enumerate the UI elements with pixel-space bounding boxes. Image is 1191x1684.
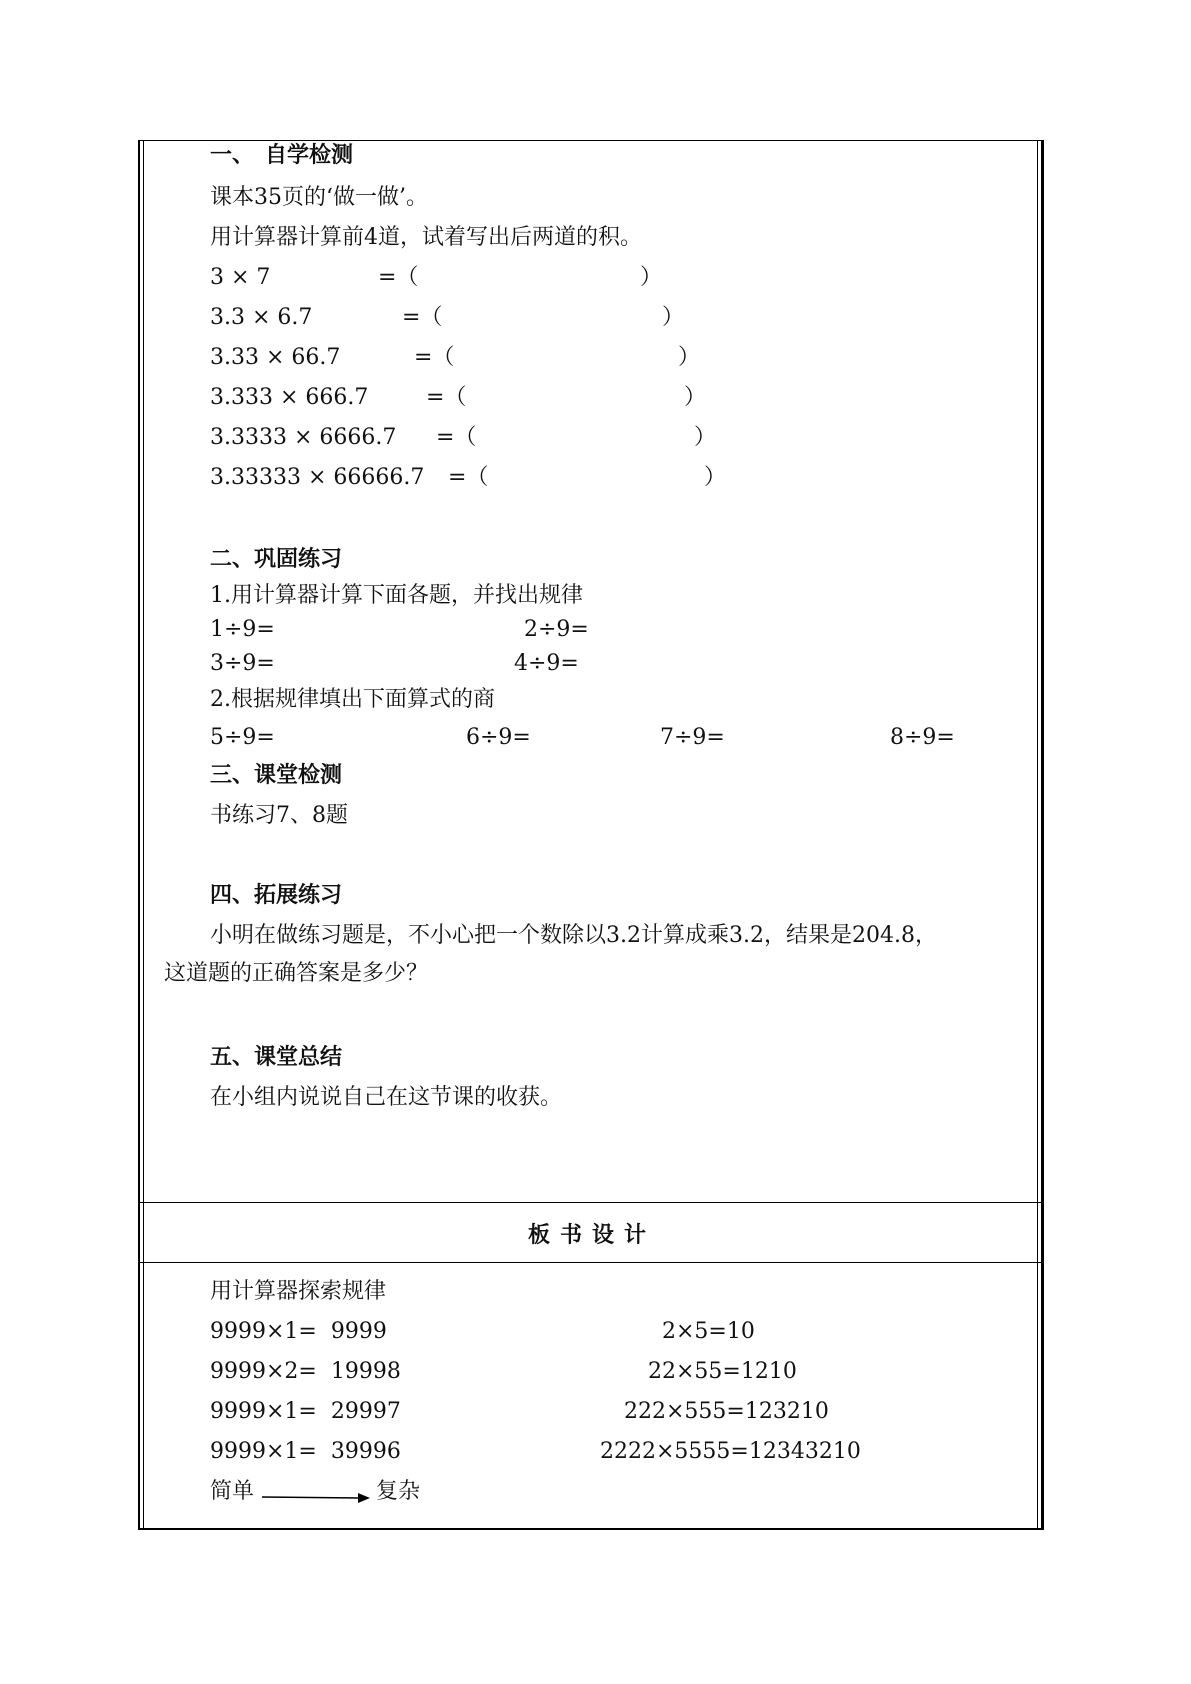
board-left-item: 9999×2= 19998 <box>210 1359 401 1384</box>
board-title: 板书设计 <box>527 1223 656 1248</box>
board-left-item: 9999×1= 39996 <box>210 1439 401 1464</box>
equation-close: ） <box>662 305 685 330</box>
equation-close: ） <box>694 425 717 450</box>
board-simple: 简单 <box>210 1479 255 1504</box>
equation-close: ） <box>678 345 701 370</box>
left-border-outer <box>138 140 140 1530</box>
bottom-border <box>138 1528 1044 1530</box>
equation-expr: 3.33333 × 66666.7 <box>210 465 425 490</box>
equation-open: =（ <box>426 385 467 410</box>
division-item: 3÷9= <box>210 651 275 676</box>
division-item: 5÷9= <box>210 725 275 750</box>
right-arrow-icon <box>260 1484 372 1504</box>
section1-line1: 课本35页的‘做一做’。 <box>210 185 428 210</box>
section1-heading: 一、 自学检测 <box>210 143 354 168</box>
equation-open: =（ <box>448 465 489 490</box>
equation-close: ） <box>640 265 663 290</box>
board-title-border <box>138 1262 1044 1263</box>
board-left-item: 9999×1= 9999 <box>210 1319 387 1344</box>
board-top-border <box>138 1202 1044 1203</box>
equation-open: =（ <box>402 305 443 330</box>
section3-line: 书练习7、8题 <box>210 803 348 828</box>
division-item: 8÷9= <box>890 725 955 750</box>
division-item: 1÷9= <box>210 617 275 642</box>
board-right-item: 2×5=10 <box>662 1319 755 1344</box>
division-item: 2÷9= <box>524 617 589 642</box>
section1-line2: 用计算器计算前4道，试着写出后两道的积。 <box>210 225 642 250</box>
board-right-item: 222×555=123210 <box>624 1399 829 1424</box>
section5-heading: 五、课堂总结 <box>210 1045 343 1070</box>
board-left-item: 9999×1= 29997 <box>210 1399 401 1424</box>
section2-q1: 1.用计算器计算下面各题，并找出规律 <box>210 583 583 608</box>
section2-heading: 二、巩固练习 <box>210 547 343 572</box>
equation-expr: 3 × 7 <box>210 265 271 290</box>
right-border-outer <box>1041 140 1044 1530</box>
equation-expr: 3.33 × 66.7 <box>210 345 341 370</box>
equation-expr: 3.3333 × 6666.7 <box>210 425 397 450</box>
equation-open: =（ <box>414 345 455 370</box>
left-border-inner <box>143 140 144 1530</box>
equation-close: ） <box>704 465 727 490</box>
section4-heading: 四、拓展练习 <box>210 883 343 908</box>
division-item: 6÷9= <box>466 725 531 750</box>
equation-expr: 3.333 × 666.7 <box>210 385 369 410</box>
section4-line2: 这道题的正确答案是多少？ <box>164 961 429 986</box>
equation-open: =（ <box>378 265 419 290</box>
board-complex: 复杂 <box>376 1479 421 1504</box>
section4-line1: 小明在做练习题是，不小心把一个数除以3.2计算成乘3.2，结果是204.8， <box>210 923 937 948</box>
equation-open: =（ <box>436 425 477 450</box>
board-right-item: 2222×5555=12343210 <box>600 1439 861 1464</box>
lesson-table <box>138 140 1046 1530</box>
section5-line: 在小组内说说自己在这节课的收获。 <box>210 1085 563 1110</box>
right-border-inner <box>1037 140 1038 1530</box>
section3-heading: 三、课堂检测 <box>210 763 343 788</box>
division-item: 4÷9= <box>514 651 579 676</box>
equation-close: ） <box>684 385 707 410</box>
top-border <box>138 140 1044 141</box>
board-subtitle: 用计算器探索规律 <box>210 1279 387 1304</box>
section2-q2: 2.根据规律填出下面算式的商 <box>210 687 495 712</box>
division-item: 7÷9= <box>660 725 725 750</box>
board-right-item: 22×55=1210 <box>648 1359 797 1384</box>
equation-expr: 3.3 × 6.7 <box>210 305 313 330</box>
